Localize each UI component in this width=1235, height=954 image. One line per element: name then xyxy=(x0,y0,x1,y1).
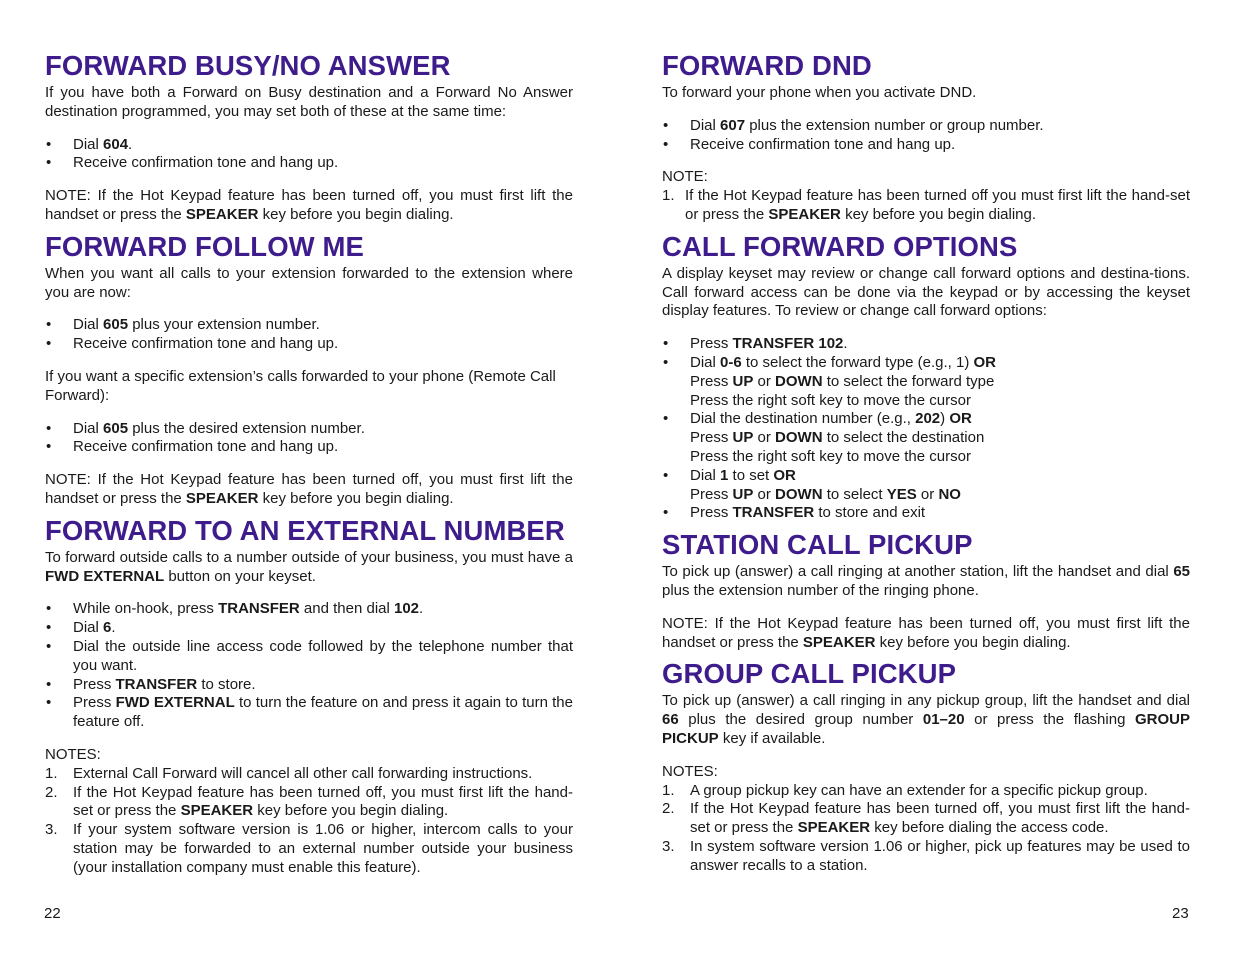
intro-text: To forward outside calls to a number outside of your business, you must have a FWD EXTERNAL button on your keyset. xyxy=(45,548,573,585)
list-item: 3. In system software version 1.06 or higher, pick up features may be used to answer recalls to a station. xyxy=(662,837,1190,874)
list-item: • Receive confirmation tone and hang up. xyxy=(45,335,573,354)
notes-label: NOTES: xyxy=(662,762,718,780)
page-number-right: 23 xyxy=(1172,905,1189,922)
heading-station-call-pickup: STATION CALL PICKUP xyxy=(662,529,973,561)
list-item: 2. If the Hot Keypad feature has been turned off, you must first lift the hand-set or press the SPEAKER key before dialing the access code. xyxy=(662,800,1190,837)
list-item: 1. A group pickup key can have an extender for a specific pickup group. xyxy=(662,781,1148,799)
steps-list xyxy=(45,136,573,174)
list-item: • While on-hook, press TRANSFER and then dial 102. xyxy=(45,600,573,619)
list-item: • Press TRANSFER to store and exit xyxy=(662,504,1190,523)
list-item: • Dial 605 plus the desired extension number. xyxy=(45,420,573,439)
list-item: • Dial 1 to set OR Press UP or DOWN to select YES or NO xyxy=(662,467,1190,505)
heading-forward-follow-me: FORWARD FOLLOW ME xyxy=(45,230,364,262)
heading-forward-busy-no-answer: FORWARD BUSY/NO ANSWER xyxy=(45,50,451,81)
notes-label: NOTES: xyxy=(45,745,101,763)
left-page xyxy=(45,48,573,878)
steps-list xyxy=(45,420,573,458)
intro-text: A display keyset may review or change call forward options and destina-tions. Call forward access can be done via the keypad or by accessing the keyset display features. To review or change call forward options: xyxy=(662,264,1190,320)
list-item: • Receive confirmation tone and hang up. xyxy=(45,154,573,173)
intro-text: If you have both a Forward on Busy destination and a Forward No Answer destination programmed, you may set both of these at the same time: xyxy=(45,84,573,120)
intro-text: To forward your phone when you activate DND. xyxy=(662,84,977,101)
notes-list xyxy=(45,765,573,878)
note-text: NOTE: If the Hot Keypad feature has been turned off, you must first lift the handset or press the SPEAKER key before you begin dialing. xyxy=(45,187,573,223)
list-item: • Receive confirmation tone and hang up. xyxy=(662,136,1190,155)
list-item: • Dial 605 plus your extension number. xyxy=(45,316,573,335)
heading-group-call-pickup: GROUP CALL PICKUP xyxy=(662,658,957,690)
notes-list xyxy=(662,187,1190,225)
steps-list xyxy=(662,335,1190,523)
steps-list xyxy=(662,117,1190,155)
intro-text: To pick up (answer) a call ringing at another station, lift the handset and dial 65 plus the extension number of the ringing phone. xyxy=(662,563,1190,599)
list-item: • Dial the outside line access code followed by the telephone number that you want. xyxy=(45,638,573,676)
list-item: • Receive confirmation tone and hang up. xyxy=(45,438,573,457)
list-item: 1. If the Hot Keypad feature has been turned off you must first lift the hand-set or press the SPEAKER key before you begin dialing. xyxy=(662,187,1190,223)
page-number-left: 22 xyxy=(44,905,61,922)
intro-text: When you want all calls to your extension forwarded to the extension where you are now: xyxy=(45,264,573,301)
list-item: • Dial 604. xyxy=(45,136,573,155)
notes-list xyxy=(662,782,1190,876)
heading-forward-external-number: FORWARD TO AN EXTERNAL NUMBER xyxy=(45,514,565,546)
list-item: • Press FWD EXTERNAL to turn the feature on and press it again to turn the feature off. xyxy=(45,694,573,732)
intro-text: To pick up (answer) a call ringing in any pickup group, lift the handset and dial 66 plus the desired group number 01–20 or press the flashing GROUP PICKUP key if available. xyxy=(662,692,1190,747)
list-item: • Dial 607 plus the extension number or group number. xyxy=(662,117,1190,136)
list-item: • Dial 6. xyxy=(45,619,573,638)
note-label: NOTE: xyxy=(662,168,708,186)
heading-call-forward-options: CALL FORWARD OPTIONS xyxy=(662,230,1018,262)
note-text: NOTE: If the Hot Keypad feature has been turned off, you must first lift the handset or press the SPEAKER key before you begin dialing. xyxy=(45,471,573,507)
heading-forward-dnd: FORWARD DND xyxy=(662,50,872,81)
steps-list xyxy=(45,600,573,732)
list-item: • Press TRANSFER to store. xyxy=(45,676,573,695)
right-page xyxy=(662,48,1190,876)
list-item: • Dial 0-6 to select the forward type (e.g., 1) OR Press UP or DOWN to select the forward type Press the right soft key to move the cursor xyxy=(662,354,1190,410)
remote-call-forward-text: If you want a specific extension’s calls forwarded to your phone (Remote Call Forward): xyxy=(45,367,556,404)
list-item: 1. External Call Forward will cancel all other call forwarding instructions. xyxy=(45,764,533,782)
list-item: 2. If the Hot Keypad feature has been turned off, you must first lift the hand-set or press the SPEAKER key before you begin dialing. xyxy=(45,783,573,820)
list-item: • Press TRANSFER 102. xyxy=(662,335,1190,354)
note-text: NOTE: If the Hot Keypad feature has been turned off, you must first lift the handset or press the SPEAKER key before you begin dialing. xyxy=(662,614,1190,651)
list-item: 3. If your system software version is 1.06 or higher, intercom calls to your station may be forwarded to an external number outside your business (your installation company must enable this feature). xyxy=(45,821,573,876)
steps-list xyxy=(45,316,573,354)
list-item: • Dial the destination number (e.g., 202) OR Press UP or DOWN to select the destination Press the right soft key to move the cursor xyxy=(662,410,1190,466)
